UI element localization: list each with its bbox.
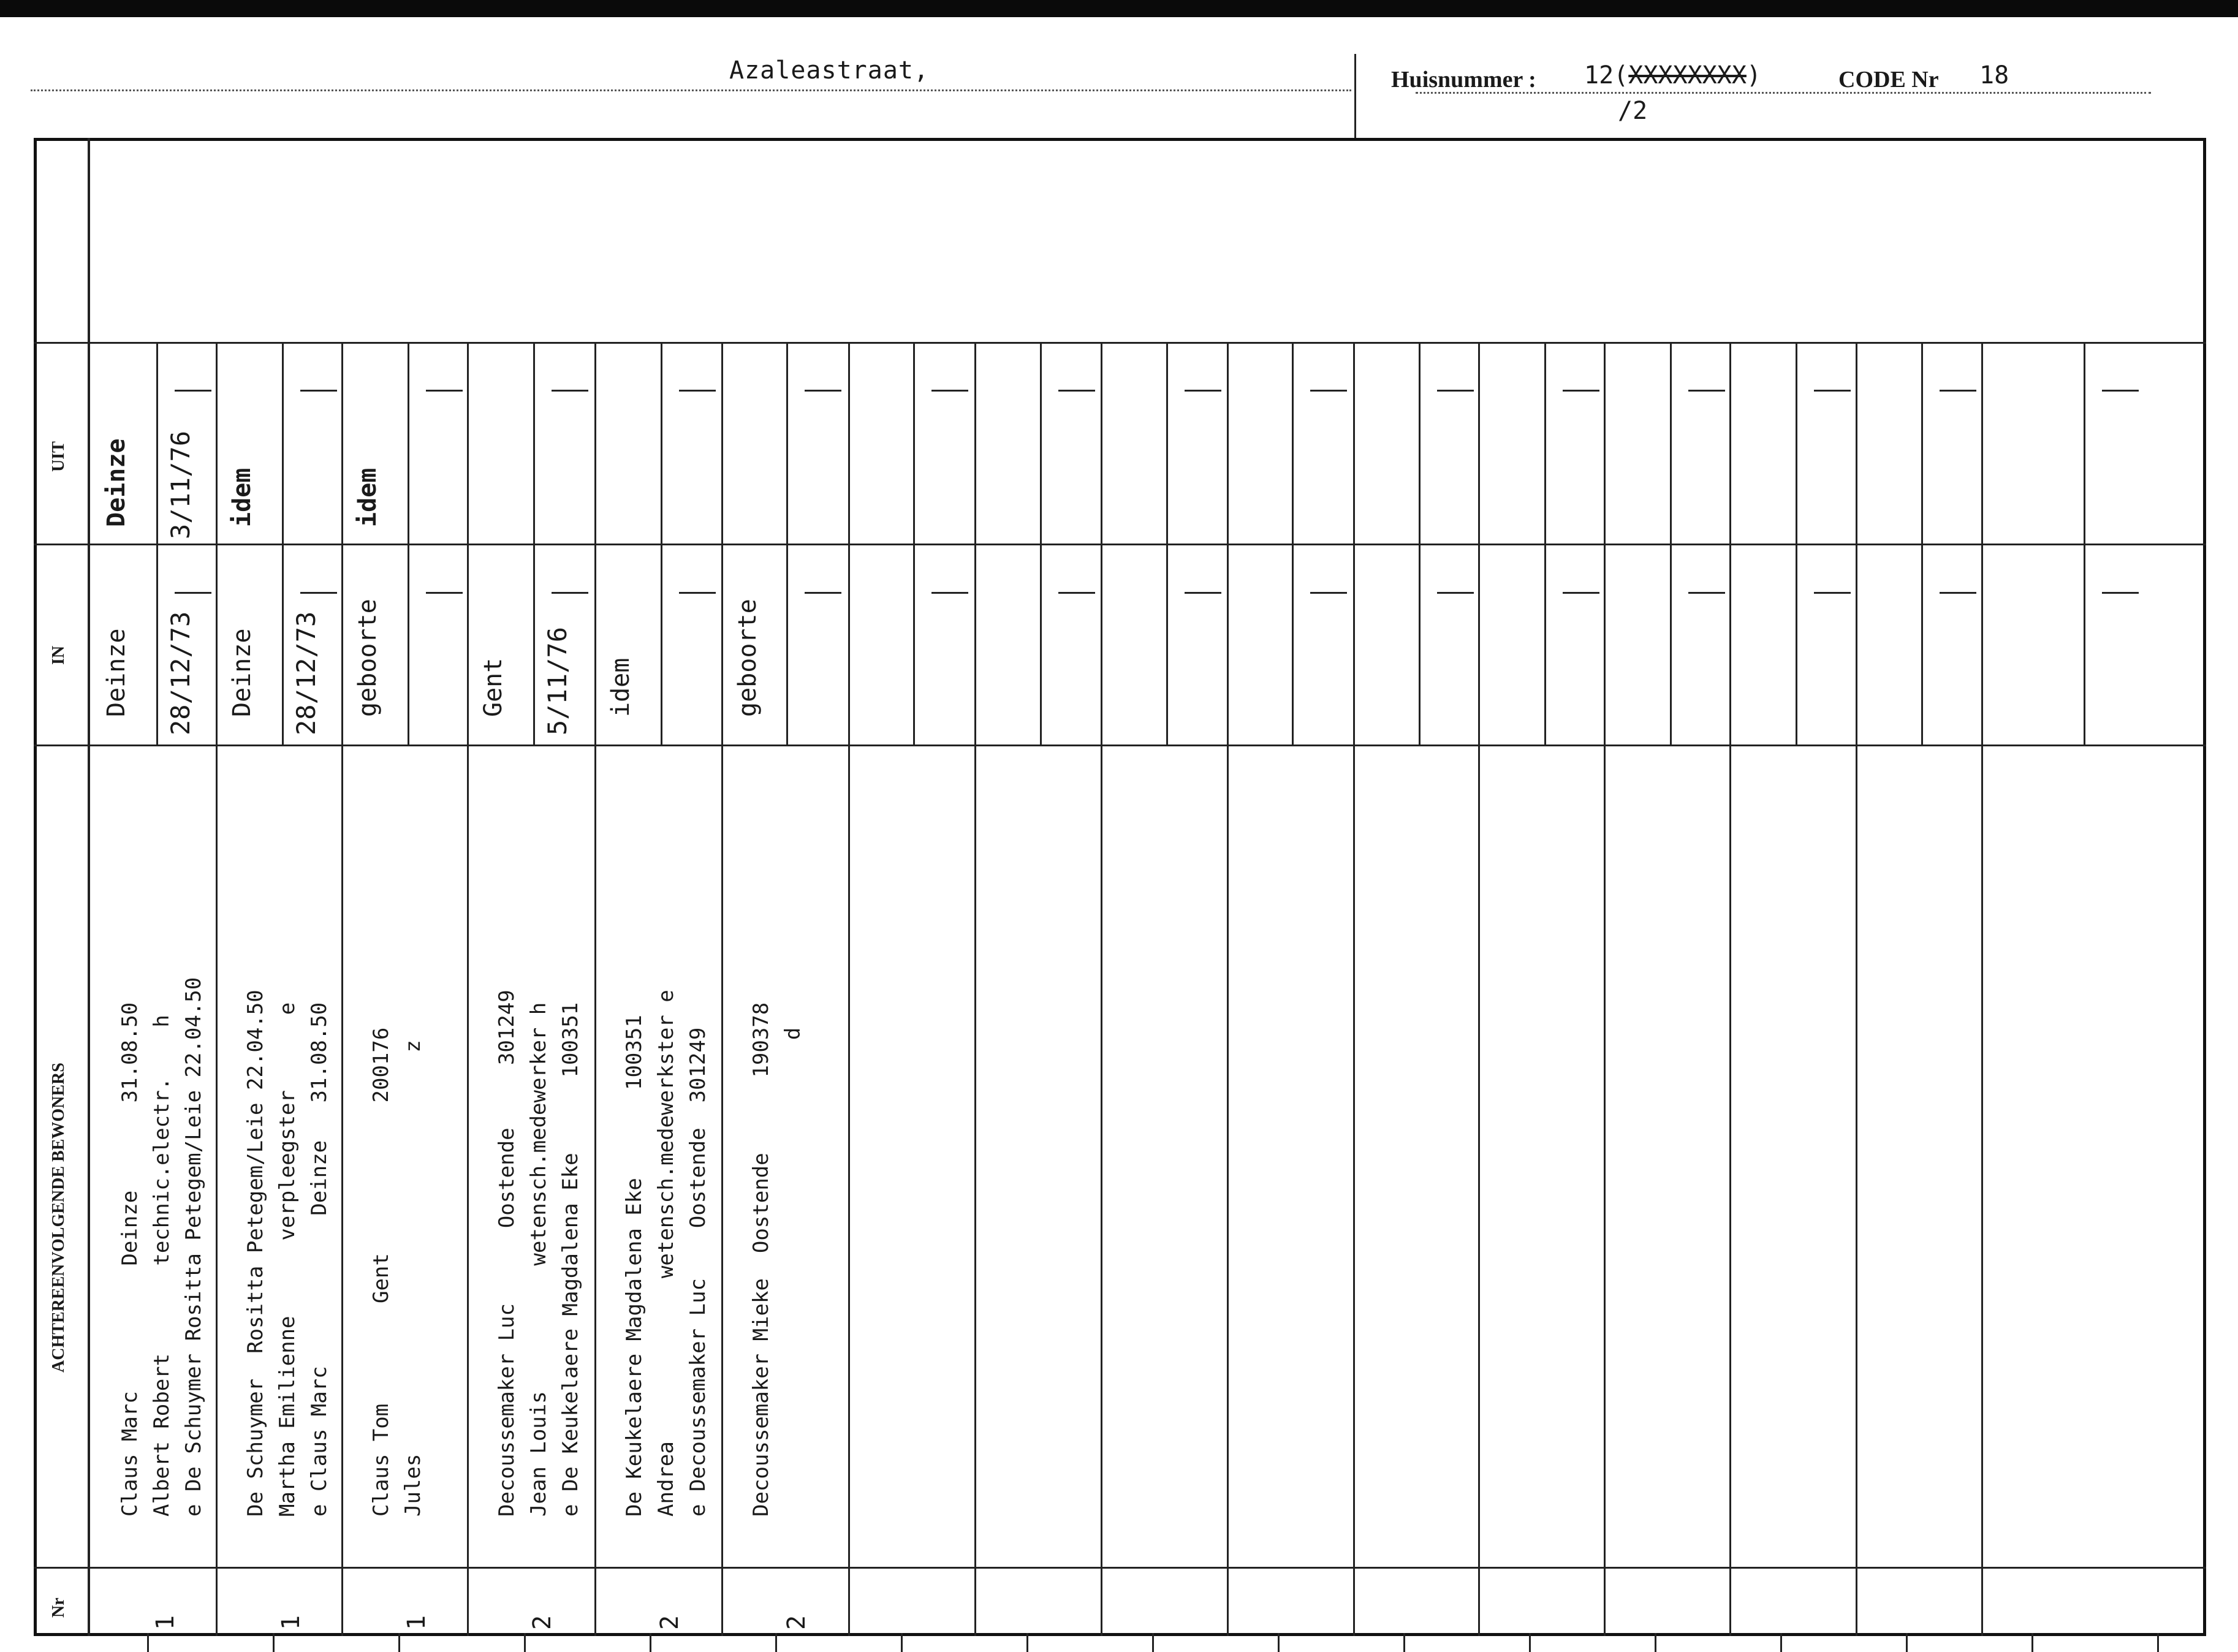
resident-line: e Claus Marc Deinze 31.08.50	[307, 1002, 332, 1517]
resident-line: Decoussemaker Mieke Oostende 190378	[749, 1002, 773, 1517]
entry-nr: 2	[783, 1615, 811, 1630]
column-line	[467, 342, 469, 1636]
blank-dash	[679, 592, 716, 594]
sub-column-line	[913, 342, 915, 745]
bottom-tick	[1529, 1633, 1531, 1652]
street-name: Azaleastraat,	[729, 56, 930, 85]
blank-dash	[426, 592, 463, 594]
resident-line: Jean Louis wetensch.medewerker h	[526, 1002, 551, 1517]
blank-dash	[300, 592, 337, 594]
uit-place: idem	[354, 468, 382, 527]
blank-dash	[805, 592, 841, 594]
sub-column-line	[786, 342, 788, 745]
blank-dash	[1814, 390, 1851, 392]
blank-dash	[1688, 592, 1725, 594]
entry-nr: 1	[151, 1615, 180, 1630]
blank-dash	[1814, 592, 1851, 594]
blank-dash	[175, 592, 211, 594]
row-line-uit-top	[34, 342, 2206, 344]
resident-line: Andrea wetensch.medewerkster e	[654, 990, 678, 1517]
blank-dash	[679, 390, 716, 392]
in-place: idem	[607, 657, 635, 717]
in-label: IN	[49, 645, 68, 665]
blank-dash	[805, 390, 841, 392]
sub-column-line	[156, 342, 158, 745]
header-divider	[1354, 54, 1356, 138]
sub-column-line	[1921, 342, 1923, 745]
resident-line: e De Keukelaere Magdalena Eke 100351	[558, 1002, 583, 1517]
in-place: Gent	[479, 657, 507, 717]
row-line-in-top	[34, 544, 2206, 545]
blank-dash	[1437, 390, 1474, 392]
blank-dash	[1185, 390, 1221, 392]
column-line	[1856, 342, 1857, 1636]
blank-dash	[1563, 592, 1599, 594]
bottom-tick	[524, 1633, 526, 1652]
resident-line: Decoussemaker Luc Oostende 301249	[495, 990, 519, 1517]
entry-nr: 1	[403, 1615, 431, 1630]
column-line	[1227, 342, 1229, 1636]
blank-dash	[1310, 592, 1347, 594]
bottom-tick	[1152, 1633, 1154, 1652]
nr-label: Nr	[49, 1597, 68, 1618]
label-column-divider	[88, 138, 90, 1636]
bottom-tick	[2157, 1633, 2159, 1652]
resident-line: Albert Robert technic.electr. h	[150, 1015, 174, 1517]
blank-dash	[1058, 592, 1095, 594]
blank-dash	[1185, 592, 1221, 594]
bottom-tick	[1278, 1633, 1280, 1652]
bottom-tick	[273, 1633, 275, 1652]
entry-nr: 2	[528, 1615, 556, 1630]
blank-dash	[1940, 592, 1976, 594]
column-line	[1729, 342, 1731, 1636]
blank-dash	[2102, 390, 2139, 392]
column-line	[974, 342, 976, 1636]
huisnummer-struck: XXXXXXXX	[1628, 61, 1747, 89]
bewoners-label: ACHTEREENVOLGENDE BEWONERS	[49, 1063, 68, 1373]
entry-nr: 2	[656, 1615, 684, 1630]
sub-column-line	[1544, 342, 1546, 745]
bottom-tick	[147, 1633, 149, 1652]
resident-line: e De Schuymer Rositta Petegem/Leie 22.04.50	[181, 977, 206, 1517]
uit-date: 3/11/76	[165, 430, 195, 539]
column-line	[1478, 342, 1480, 1636]
uit-label: UIT	[49, 441, 68, 472]
bottom-tick	[775, 1633, 777, 1652]
sub-column-line	[282, 342, 284, 745]
sub-column-line	[1670, 342, 1672, 745]
blank-dash	[1437, 592, 1474, 594]
sub-column-line	[661, 342, 662, 745]
column-line	[1353, 342, 1355, 1636]
blank-dash	[1563, 390, 1599, 392]
resident-line: De Keukelaere Magdalena Eke 100351	[622, 1015, 647, 1517]
huisnummer-label: Huisnummer :	[1391, 67, 1536, 93]
sub-column-line	[1292, 342, 1294, 745]
bottom-tick	[1655, 1633, 1656, 1652]
bottom-tick	[2031, 1633, 2033, 1652]
sub-column-line	[2084, 342, 2085, 745]
column-line	[1981, 342, 1983, 1636]
in-date: 28/12/73	[165, 611, 195, 735]
resident-line: Claus Tom Gent 200176	[369, 1027, 393, 1517]
resident-line: d	[781, 1027, 805, 1517]
in-date: 5/11/76	[542, 626, 572, 735]
blank-dash	[1940, 390, 1976, 392]
in-place: geboorte	[734, 599, 762, 717]
sub-column-line	[1419, 342, 1421, 745]
resident-line: Claus Marc Deinze 31.08.50	[118, 1002, 142, 1517]
blank-dash	[931, 592, 968, 594]
uit-place: Deinze	[102, 438, 131, 527]
in-place: geboorte	[354, 599, 382, 717]
blank-dash	[1310, 390, 1347, 392]
column-line	[1101, 342, 1102, 1636]
blank-dash	[931, 390, 968, 392]
blank-dash	[552, 592, 588, 594]
top-scan-border	[0, 0, 2238, 17]
code-label: CODE Nr	[1838, 67, 1939, 93]
sub-column-line	[1166, 342, 1168, 745]
street-dotted-line	[31, 89, 1351, 91]
blank-dash	[1058, 390, 1095, 392]
blank-dash	[552, 390, 588, 392]
header-dotted-line	[1416, 92, 2151, 94]
code-value: 18	[1979, 61, 2009, 89]
column-line	[1604, 342, 1606, 1636]
bottom-tick	[1780, 1633, 1782, 1652]
bottom-tick	[650, 1633, 651, 1652]
blank-dash	[426, 390, 463, 392]
column-line	[594, 342, 596, 1636]
sub-column-line	[1796, 342, 1797, 745]
in-place: Deinze	[102, 628, 131, 717]
register-form	[34, 138, 2206, 1636]
sub-column-line	[1040, 342, 1042, 745]
bottom-tick	[901, 1633, 903, 1652]
bottom-tick	[1026, 1633, 1028, 1652]
in-place: Deinze	[228, 628, 256, 717]
row-line-bewoners-top	[34, 745, 2206, 746]
entry-nr: 1	[277, 1615, 305, 1630]
column-line	[848, 342, 850, 1636]
sub-column-line	[533, 342, 535, 745]
column-line	[721, 342, 723, 1636]
huisnummer-sub: /2	[1618, 97, 1648, 125]
row-line-nr-top	[34, 1567, 2206, 1569]
blank-dash	[300, 390, 337, 392]
sub-column-line	[408, 342, 409, 745]
blank-dash	[2102, 592, 2139, 594]
huisnummer-value: 12(XXXXXXXX)	[1584, 61, 1761, 89]
bottom-tick	[1906, 1633, 1908, 1652]
column-line	[341, 342, 343, 1636]
in-date: 28/12/73	[291, 611, 321, 735]
resident-line: De Schuymer Rositta Petegem/Leie 22.04.50	[243, 990, 268, 1517]
uit-place: idem	[228, 468, 256, 527]
blank-dash	[175, 390, 211, 392]
bottom-tick	[398, 1633, 400, 1652]
blank-dash	[1688, 390, 1725, 392]
column-line	[216, 342, 218, 1636]
resident-line: Jules z	[401, 1040, 425, 1517]
resident-line: Martha Emilienne verpleegster e	[275, 1002, 300, 1517]
resident-line: e Decoussemaker Luc Oostende 301249	[686, 1027, 710, 1517]
bottom-tick	[1403, 1633, 1405, 1652]
